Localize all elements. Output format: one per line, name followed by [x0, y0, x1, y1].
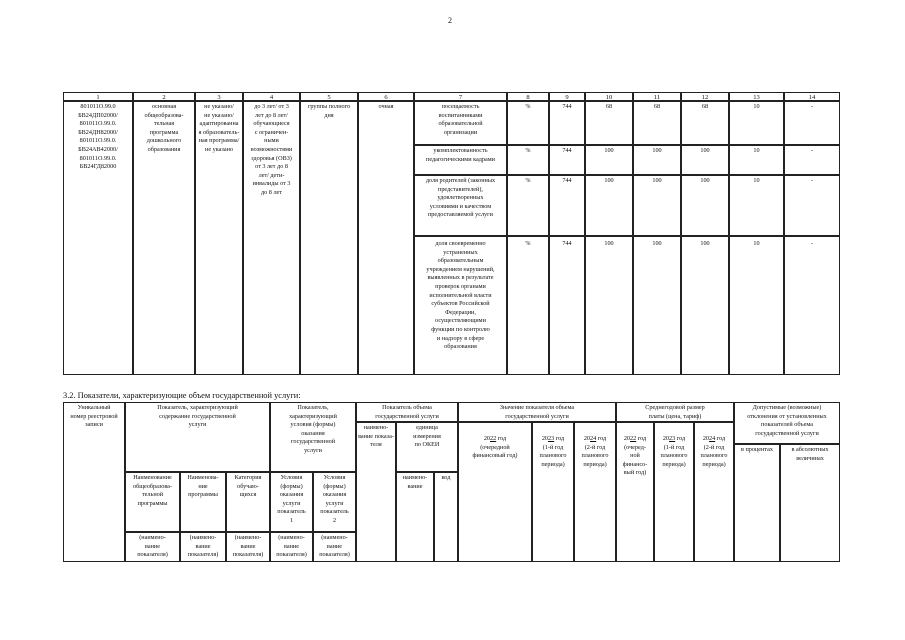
indicator-unit: %: [507, 175, 549, 236]
sub-header-program: Наименование общеобразова- тельной программы: [125, 472, 180, 532]
page-number: 2: [448, 16, 452, 25]
indicator-value: 68: [633, 101, 681, 145]
unit-code-header: код: [434, 472, 458, 562]
unit-header: единица измерения по ОКЕИ: [396, 422, 458, 472]
col-number: 1: [63, 92, 133, 101]
deviation-percent: 10: [729, 145, 784, 175]
col-number: 14: [784, 92, 840, 101]
col-number: 12: [681, 92, 729, 101]
section-title: 3.2. Показатели, характеризующие объем государственной услуги:: [63, 391, 301, 400]
volume-header: Показатель объема государственной услуги: [356, 402, 458, 422]
col-number: 4: [243, 92, 300, 101]
deviation-absolute: -: [784, 236, 840, 375]
indicator-name: укомплектованность педагогическими кадрами: [414, 145, 507, 175]
deviation-absolute: -: [784, 101, 840, 145]
value-year-2: 2023 год (1-й год планового периода): [532, 422, 574, 562]
price-year-3: 2024 год (2-й год планового периода): [694, 422, 734, 562]
sub-header-hint: (наимено- вание показателя): [125, 532, 180, 562]
indicator-unit: %: [507, 145, 549, 175]
indicator-value: 68: [585, 101, 633, 145]
group-type-cell: группы полного дня: [300, 101, 358, 375]
sub-header-hint: (наимено- вание показателя): [270, 532, 313, 562]
col-number: 11: [633, 92, 681, 101]
values-header: Значение показателя объема государственной услуги: [458, 402, 616, 422]
program-name-cell: не указано/ не указано/ адаптированна я образователь- ная программа/ не указано: [195, 101, 243, 375]
col-number: 5: [300, 92, 358, 101]
registry-number-header: Уникальный номер реестровой записи: [63, 402, 125, 562]
deviation-absolute: -: [784, 145, 840, 175]
indicator-value: 100: [681, 236, 729, 375]
sub-header-condition-1: Условия (формы) оказания услуги показатель 1: [270, 472, 313, 532]
col-number: 6: [358, 92, 414, 101]
indicator-value: 100: [681, 145, 729, 175]
indicator-code: 744: [549, 145, 585, 175]
indicator-value: 100: [681, 175, 729, 236]
deviation-header: Допустимые (возможные) отклонения от установленных показателей объема государственной услуги: [734, 402, 840, 444]
col-number: 2: [133, 92, 195, 101]
indicator-name: доля своевременно устраненных образовательным учреждением нарушений, выявленных в результате проверок органами исполнительной власти субъектов Российской Федерации, осуществляющими функции по контролю и надзору в сфере образования: [414, 236, 507, 375]
indicator-value: 100: [585, 175, 633, 236]
indicator-value: 68: [681, 101, 729, 145]
indicator-name: посещаемость воспитанниками образовательной организации: [414, 101, 507, 145]
deviation-percent: 10: [729, 236, 784, 375]
form-cell: очная: [358, 101, 414, 375]
indicator-value: 100: [633, 145, 681, 175]
indicator-unit: %: [507, 101, 549, 145]
indicator-value: 100: [633, 175, 681, 236]
value-year-1: 2022 год (очередной финансовый год): [458, 422, 532, 562]
deviation-absolute-header: в абсолютных величинах: [780, 444, 840, 562]
unit-name-header: наимено- вание: [396, 472, 434, 562]
indicator-value: 100: [585, 145, 633, 175]
col-number: 9: [549, 92, 585, 101]
price-year-2: 2023 год (1-й год планового периода): [654, 422, 694, 562]
price-year-1: 2022 год (очеред- ной финансо- вый год): [616, 422, 654, 562]
sub-header-category: Категория обучаю- щихся: [226, 472, 270, 532]
deviation-percent-header: в процентах: [734, 444, 780, 562]
col-number: 13: [729, 92, 784, 101]
volume-name-header: наимено- вание показа- теля: [356, 422, 396, 562]
sub-header-program-name: Наименова- ние программы: [180, 472, 226, 532]
sub-header-condition-2: Условия (формы) оказания услуги показатель 2: [313, 472, 356, 532]
col-number: 8: [507, 92, 549, 101]
deviation-absolute: -: [784, 175, 840, 236]
indicator-name: доля родителей (законных представителей), удовлетворенных условиями и качеством предоставляемой услуги: [414, 175, 507, 236]
col-number: 7: [414, 92, 507, 101]
category-cell: до 3 лет/ от 3 лет до 8 лет/ обучающиеся с ограничен- ными возможностями здоровья (ОВЗ) от 3 лет до 8 лет/ дети- инвалиды от 3 до 8 лет: [243, 101, 300, 375]
price-header: Среднегодовой размер платы (цена, тариф): [616, 402, 734, 422]
registry-number-cell: 801011О.99.0 БВ24ДП02000/ 801011О.99.0. БВ24ДН82000/ 801011О.99.0. БВ24АВ42000/ 801011О.99.0. БВ24ГД82000: [63, 101, 133, 375]
sub-header-hint: (наимено- вание показателя): [313, 532, 356, 562]
col-number: 10: [585, 92, 633, 101]
sub-header-hint: (наимено- вание показателя): [226, 532, 270, 562]
program-cell: основная общеобразова- тельная программа дошкольного образования: [133, 101, 195, 375]
sub-header-hint: (наимено- вание показателя): [180, 532, 226, 562]
indicator-unit: %: [507, 236, 549, 375]
content-header: Показатель, характеризующий содержание государственной услуги: [125, 402, 270, 472]
conditions-header: Показатель, характеризующий условия (формы) оказания государственной услуги: [270, 402, 356, 472]
deviation-percent: 10: [729, 101, 784, 145]
col-number: 3: [195, 92, 243, 101]
indicator-code: 744: [549, 236, 585, 375]
value-year-3: 2024 год (2-й год планового периода): [574, 422, 616, 562]
deviation-percent: 10: [729, 175, 784, 236]
indicator-value: 100: [585, 236, 633, 375]
indicator-value: 100: [633, 236, 681, 375]
indicator-code: 744: [549, 101, 585, 145]
indicator-code: 744: [549, 175, 585, 236]
